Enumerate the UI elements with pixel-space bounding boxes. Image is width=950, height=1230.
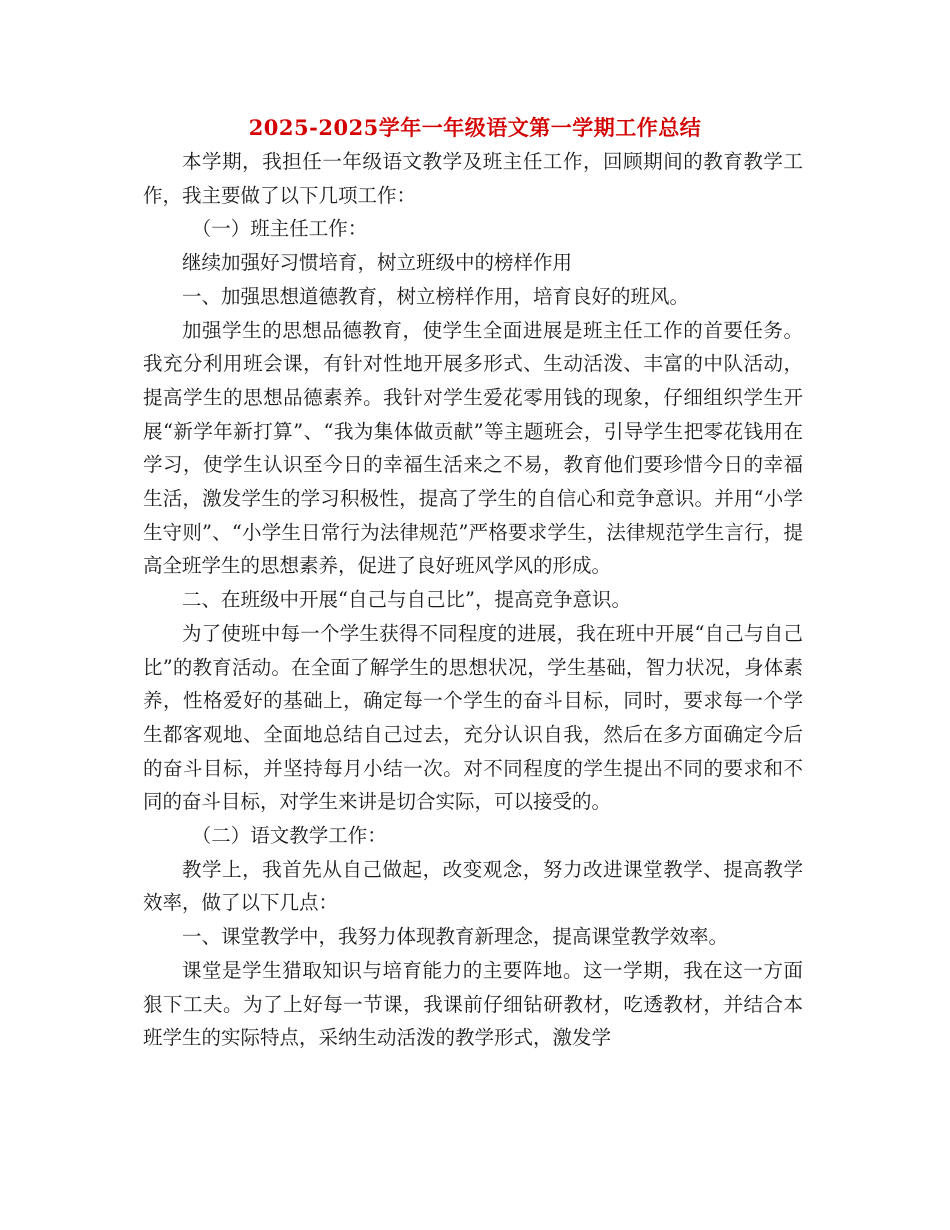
paragraph-heading-2: 二、在班级中开展“自己与自己比”，提高竞争意识。 [182, 588, 631, 612]
paragraph-self-comparison: 为了使班中每一个学生获得不同程度的进展，我在班中开展“自己与自己比”的教育活动。在全面了解学生的思想状况，学生基础，智力状况，身体素养，性格爱好的基础上，确定每一个学生的奋斗目标，同时，要求每一个学生都客观地、全面地总结自己过去，充分认识自我，然后在多方面确定今后的奋斗目标，并坚持每月小结一次。对不同程度的学生提出不同的要求和不同的奋斗目标，对学生来讲是切合实际，可以接受的。 [143, 621, 803, 814]
paragraph-moral-education: 加强学生的思想品德教育，使学生全面进展是班主任工作的首要任务。我充分利用班会课，有针对性地开展多形式、生动活泼、丰富的中队活动，提高学生的思想品德素养。我针对学生爱花零用钱的现象，仔细组织学生开展“新学年新打算”、“我为集体做贡献”等主题班会，引导学生把零花钱用在学习，使学生认识至今日的幸福生活来之不易，教育他们要珍惜今日的幸福生活，激发学生的学习积极性，提高了学生的自信心和竞争意识。并用“小学生守则”、“小学生日常行为法律规范”严格要求学生，法律规范学生言行，提高全班学生的思想素养，促进了良好班风学风的形成。 [143, 318, 803, 578]
document-title: 2025-2025学年一年级语文第一学期工作总结 [248, 115, 702, 140]
paragraph-subtitle: 继续加强好习惯培育，树立班级中的榜样作用 [182, 251, 573, 275]
document-body [143, 145, 803, 1055]
section-heading-class-teacher: （一）班主任工作： [191, 217, 368, 241]
paragraph-classroom: 课堂是学生猎取知识与培育能力的主要阵地。这一学期，我在这一方面狠下工夫。为了上好每一节课，我课前仔细钻研教材，吃透教材，并结合本班学生的实际特点，采纳生动活泼的教学形式，激发学 [143, 958, 803, 1050]
section-heading-chinese-teaching: （二）语文教学工作： [191, 824, 387, 848]
paragraph-intro: 本学期，我担任一年级语文教学及班主任工作，回顾期间的教育教学工作，我主要做了以下几项工作： [143, 150, 803, 207]
paragraph-heading-1: 一、加强思想道德教育，树立榜样作用，培育良好的班风。 [182, 284, 690, 308]
paragraph-heading-3: 一、课堂教学中，我努力体现教育新理念，提高课堂教学效率。 [182, 925, 729, 949]
paragraph-teaching-intro: 教学上，我首先从自己做起，改变观念，努力改进课堂教学、提高教学效率，做了以下几点： [143, 857, 803, 915]
